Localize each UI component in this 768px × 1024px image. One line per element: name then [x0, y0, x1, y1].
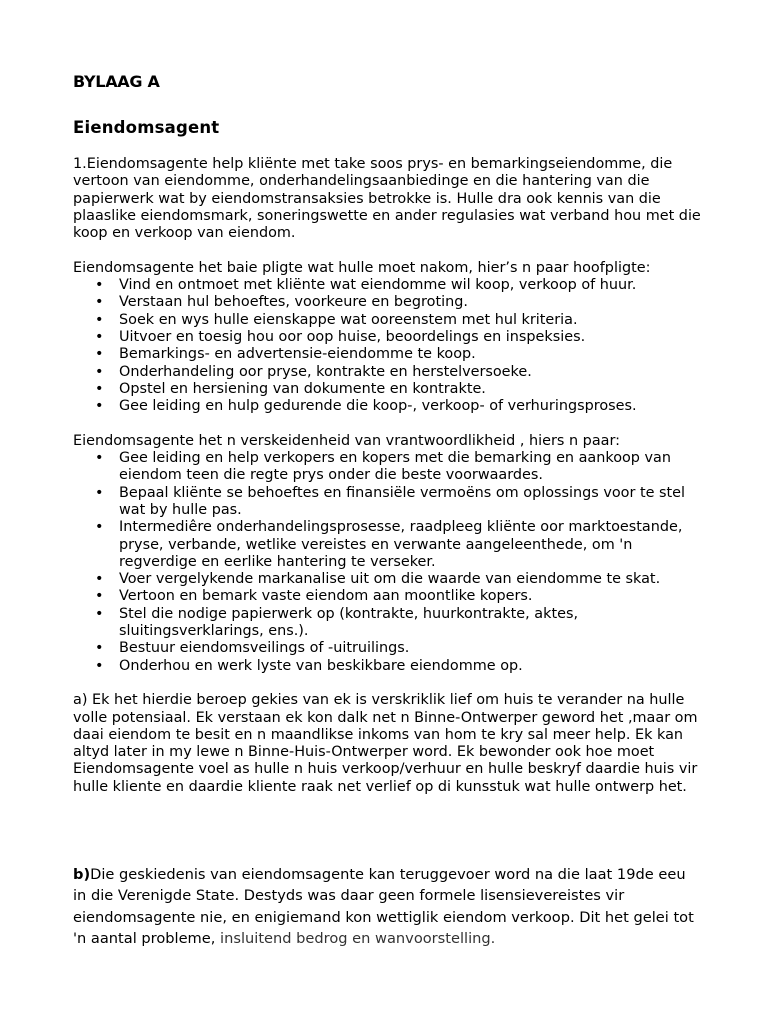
document-title: Eiendomsagent [73, 118, 220, 137]
section-a-paragraph: a) Ek het hierdie beroep gekies van ek is verskriklik lief om huis te verander na hulle volle potensiaal. Ek verstaan ek kon dalk net n Binne-Ontwerper geword het ,maar om daai eiendom te besit en n maandlikse inkoms van hom te kry sal meer help. Ek kan altyd later in my lewe n Binne-Huis-Ontwerper word. Ek bewonder ook hoe moet Eiendomsagente voel as hulle n huis verkoop/verhuur en hulle beskryf daardie huis vir hulle kliente en daardie kliente raak net verlief op di kunsstuk wat hulle ontwerp het. [73, 692, 698, 795]
document-body [73, 156, 703, 796]
list-item: • Onderhandeling oor pryse, kontrakte en herstelversoeke. [73, 364, 703, 381]
section-b-tail: insluitend bedrog en wanvoorstelling. [220, 929, 496, 947]
list-item: • Soek en wys hulle eienskappe wat ooreenstem met hul kriteria. [73, 312, 703, 329]
list-item: • Bemarkings- en advertensie-eiendomme te koop. [73, 346, 703, 363]
list-item: • Stel die nodige papierwerk op (kontrakte, huurkontrakte, aktes, sluitingsverklarings, ens.). [73, 606, 703, 641]
section-b-paragraph [73, 864, 703, 949]
list-item: • Gee leiding en hulp gedurende die koop-, verkoop- of verhuringsproses. [73, 398, 703, 415]
duties-list [73, 277, 703, 415]
list-item: • Bestuur eiendomsveilings of -uitruilings. [73, 640, 703, 657]
responsibilities-lead: Eiendomsagente het n verskeidenheid van vrantwoordlikheid , hiers n paar: [73, 432, 620, 449]
intro-paragraph: 1.Eiendomsagente help kliënte met take soos prys- en bemarkingseiendomme, die vertoon van eiendomme, onderhandelingsaanbiedinge en die hantering van die papierwerk wat by eiendomstransaksies betrokke is. Hulle dra ook kennis van die plaaslike eiendomsmark, soneringswette en ander regulasies wat verband hou met die koop en verkoop van eiendom. [73, 156, 701, 242]
list-item: • Vertoon en bemark vaste eiendom aan moontlike kopers. [73, 588, 703, 605]
list-item: • Onderhou en werk lyste van beskikbare eiendomme op. [73, 658, 703, 675]
responsibilities-list [73, 450, 703, 675]
list-item: • Opstel en hersiening van dokumente en kontrakte. [73, 381, 703, 398]
duties-lead: Eiendomsagente het baie pligte wat hulle moet nakom, hier’s n paar hoofpligte: [73, 259, 651, 276]
list-item: • Voer vergelykende markanalise uit om die waarde van eiendomme te skat. [73, 571, 703, 588]
section-b-label: b) [73, 866, 91, 883]
list-item: • Vind en ontmoet met kliënte wat eiendomme wil koop, verkoop of huur. [73, 277, 703, 294]
list-item: • Verstaan hul behoeftes, voorkeure en begroting. [73, 294, 703, 311]
section-b-text: Die geskiedenis van eiendomsagente kan teruggevoer word na die laat 19de eeu in die Verenigde State. Destyds was daar geen formele lisensievereistes vir eiendomsagente nie, en enigiemand kon wettiglik eiendom verkoop. Dit het gelei tot 'n aantal probleme, [73, 866, 694, 947]
annex-heading: BYLAAG A [73, 72, 160, 91]
list-item: • Bepaal kliënte se behoeftes en finansiële vermoëns om oplossings voor te stel wat by hulle pas. [73, 485, 703, 520]
list-item: • Intermediêre onderhandelingsprosesse, raadpleeg kliënte oor marktoestande, pryse, verbande, wetlike vereistes en verwante aangeleenthede, om 'n regverdige en eerlike hantering te verseker. [73, 519, 703, 571]
list-item: • Uitvoer en toesig hou oor oop huise, beoordelings en inspeksies. [73, 329, 703, 346]
list-item: • Gee leiding en help verkopers en kopers met die bemarking en aankoop van eiendom teen die regte prys onder die beste voorwaardes. [73, 450, 703, 485]
